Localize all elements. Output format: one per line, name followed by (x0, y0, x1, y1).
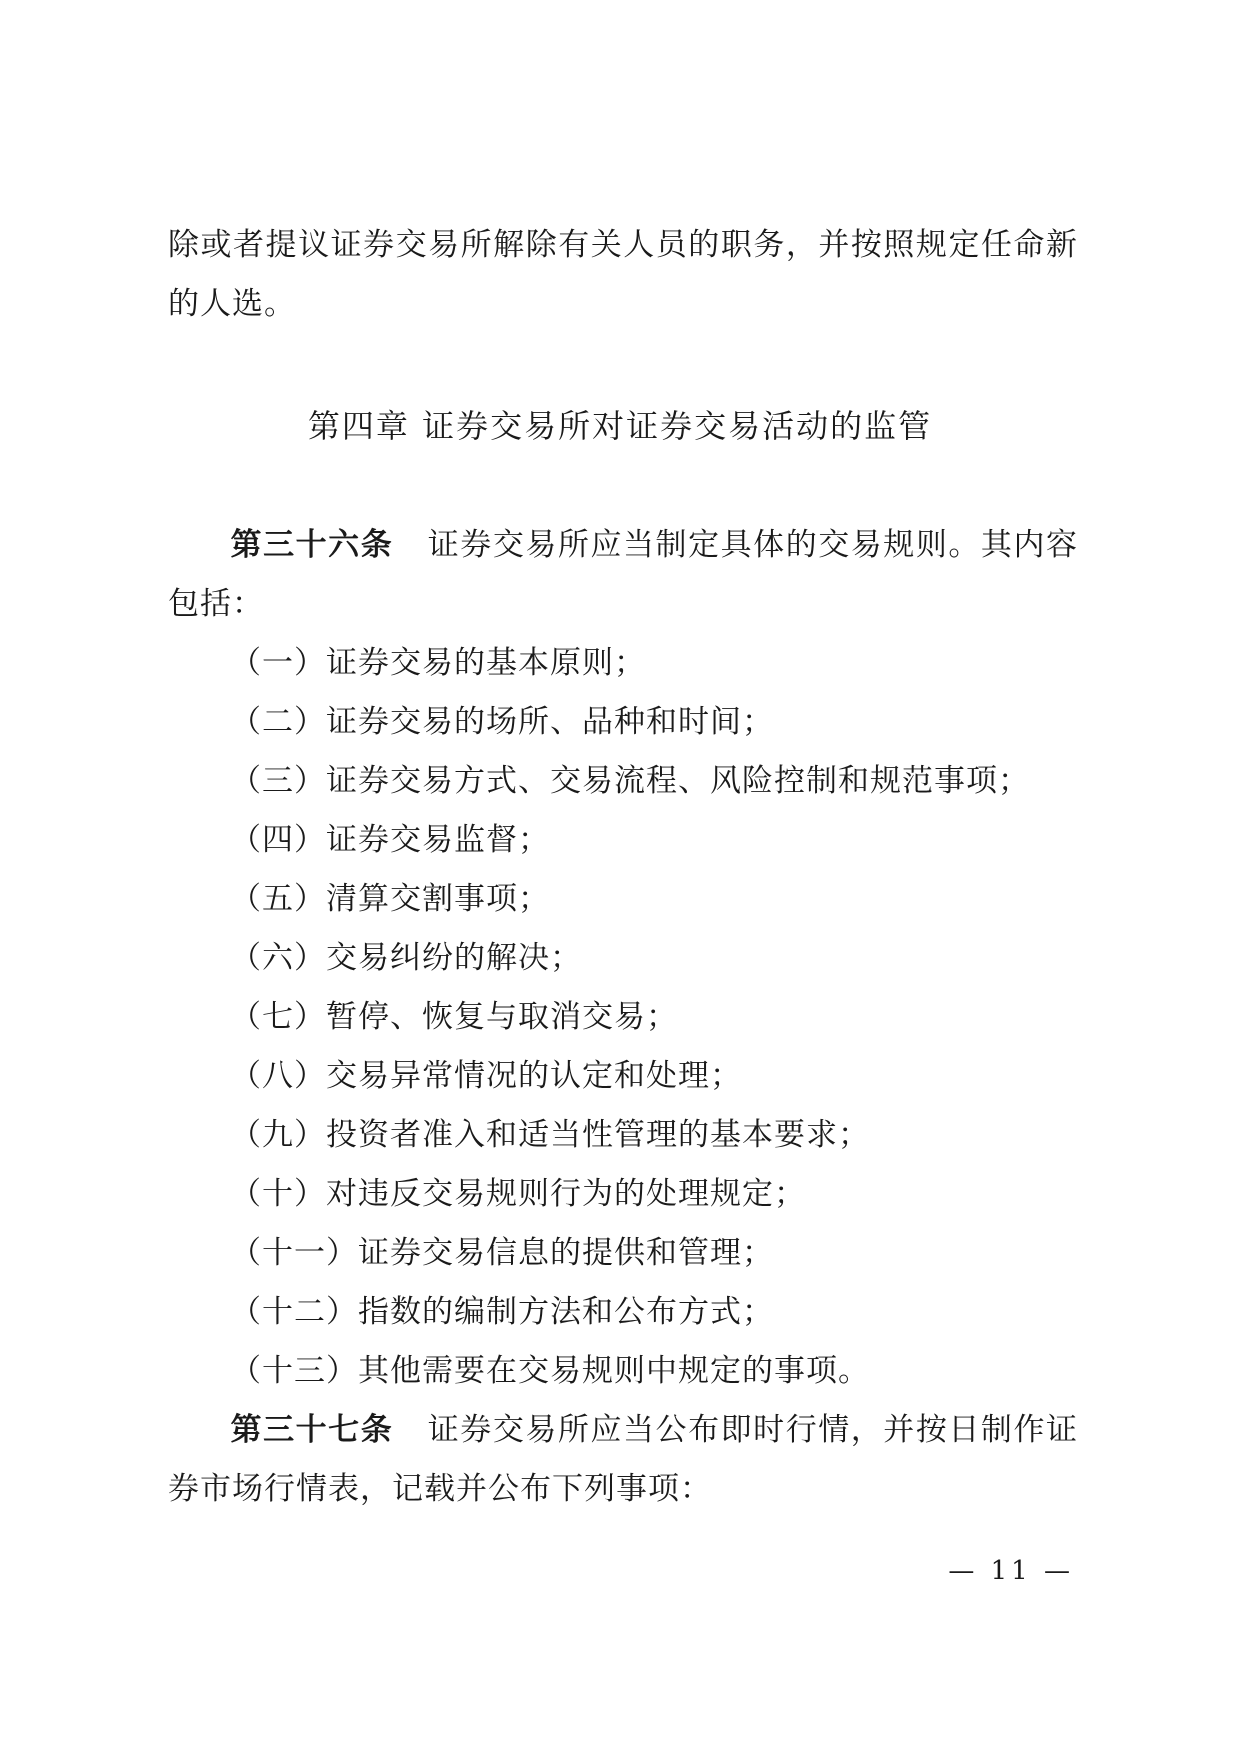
list-item: （一）证券交易的基本原则； (230, 645, 646, 681)
chapter-title: 第四章 证券交易所对证券交易活动的监管 (307, 407, 933, 445)
article-37-line-1 (168, 1410, 1078, 1450)
list-item: （八）交易异常情况的认定和处理； (230, 1058, 742, 1094)
list-item: （五）清算交割事项； (230, 881, 550, 917)
page-number: — 11 — (948, 1556, 1074, 1586)
continuation-line-2: 的人选。 (168, 286, 296, 322)
article-36-label: 第三十六条 (230, 527, 394, 563)
article-36-text: 证券交易所应当制定具体的交易规则。其内容 (427, 527, 1079, 563)
list-item: （四）证券交易监督； (230, 822, 550, 858)
list-item: （十一）证券交易信息的提供和管理； (230, 1235, 774, 1271)
article-36-line-1 (168, 525, 1078, 565)
article-37-label: 第三十七条 (230, 1412, 394, 1448)
list-item: （十三）其他需要在交易规则中规定的事项。 (230, 1353, 870, 1389)
list-item: （十）对违反交易规则行为的处理规定； (230, 1176, 806, 1212)
list-item: （三）证券交易方式、交易流程、风险控制和规范事项； (230, 763, 1030, 799)
article-37-line-2: 券市场行情表，记载并公布下列事项： (168, 1471, 712, 1507)
list-item: （十二）指数的编制方法和公布方式； (230, 1294, 774, 1330)
list-item: （七）暂停、恢复与取消交易； (230, 999, 678, 1035)
article-37-text: 证券交易所应当公布即时行情，并按日制作证 (427, 1412, 1079, 1448)
continuation-line-1: 除或者提议证券交易所解除有关人员的职务，并按照规定任命新 (168, 227, 1078, 263)
article-36-line-2: 包括： (168, 586, 264, 622)
list-item: （六）交易纠纷的解决； (230, 940, 582, 976)
list-item: （二）证券交易的场所、品种和时间； (230, 704, 774, 740)
list-item: （九）投资者准入和适当性管理的基本要求； (230, 1117, 870, 1153)
